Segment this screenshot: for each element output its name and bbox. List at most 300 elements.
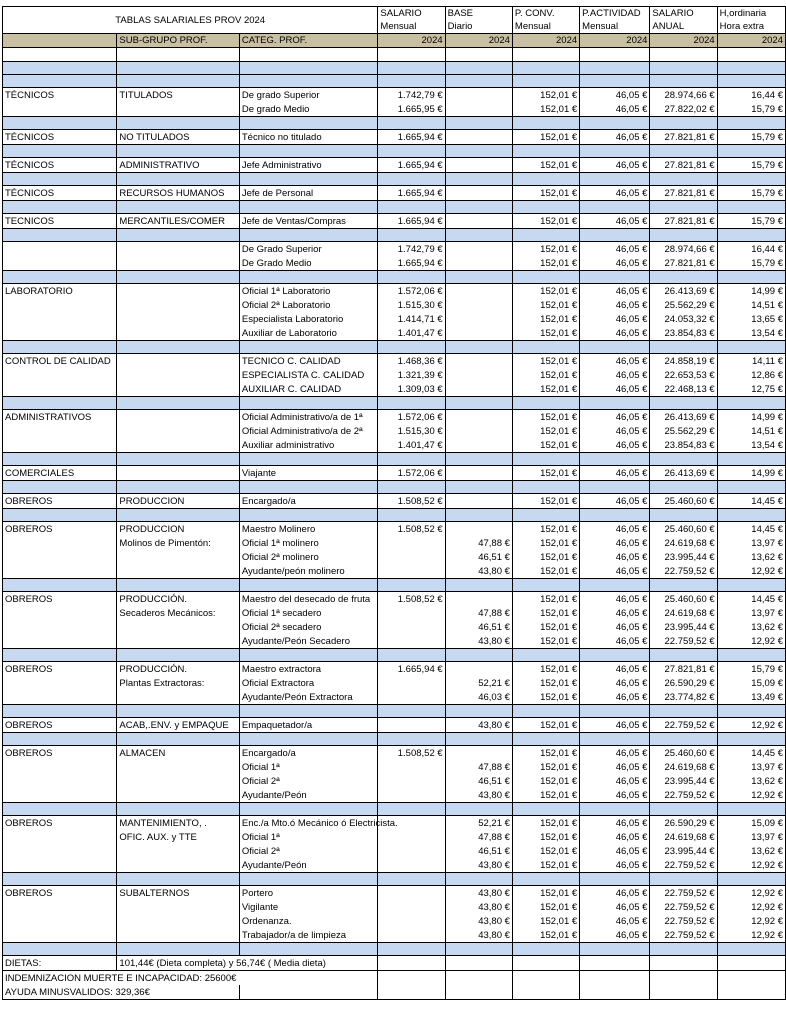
table-row [3, 830, 786, 844]
cell-grupo [3, 928, 117, 943]
table-row [3, 438, 786, 453]
cell-hora: 12,92 € [717, 914, 785, 928]
cell-categoria: TECNICO C. CALIDAD [239, 354, 378, 369]
cell-p-actividad: 46,05 € [580, 256, 650, 271]
cell-p-conv: 152,01 € [512, 564, 579, 579]
cell-base [445, 522, 512, 537]
cell-subgrupo [117, 438, 239, 453]
cell-hora: 13,97 € [717, 606, 785, 620]
cell-hora: 15,79 € [717, 256, 785, 271]
cell-base [445, 158, 512, 173]
cell-hora: 12,92 € [717, 900, 785, 914]
cell-subgrupo [117, 102, 239, 117]
cell-grupo [3, 914, 117, 928]
cell-grupo: LABORATORIO [3, 284, 117, 299]
cell-hora: 12,92 € [717, 858, 785, 873]
cell-salario: 1.508,52 € [378, 592, 445, 607]
cell-base: 43,80 € [445, 928, 512, 943]
cell-grupo [3, 634, 117, 649]
cell-salario-anual: 26.413,69 € [650, 410, 717, 425]
table-row [3, 256, 786, 271]
cell-p-actividad: 46,05 € [580, 606, 650, 620]
cell-subgrupo [117, 620, 239, 634]
cell-p-conv: 152,01 € [512, 354, 579, 369]
cell-p-conv: 152,01 € [512, 158, 579, 173]
cell-salario [378, 620, 445, 634]
cell-p-actividad: 46,05 € [580, 900, 650, 914]
cell-base: 43,80 € [445, 914, 512, 928]
cell-salario: 1.572,06 € [378, 466, 445, 481]
cell-base [445, 494, 512, 509]
cell-p-conv: 152,01 € [512, 410, 579, 425]
cell-subgrupo: Molinos de Pimentón: [117, 536, 239, 550]
cell-salario [378, 536, 445, 550]
cell-grupo: OBREROS [3, 718, 117, 733]
cell-base: 46,51 € [445, 620, 512, 634]
cell-base [445, 746, 512, 761]
cell-base: 43,80 € [445, 886, 512, 901]
cell-p-actividad: 46,05 € [580, 494, 650, 509]
cell-categoria: Auxiliar administrativo [239, 438, 378, 453]
cell-subgrupo [117, 284, 239, 299]
cell-categoria: Maestro extractora [239, 662, 378, 677]
cell-base [445, 242, 512, 257]
table-row [3, 214, 786, 229]
cell-subgrupo: SUBALTERNOS [117, 886, 239, 901]
cell-hora: 14,11 € [717, 354, 785, 369]
cell-categoria: Oficial Extractora [239, 676, 378, 690]
table-row [3, 354, 786, 369]
cell-salario: 1.508,52 € [378, 494, 445, 509]
cell-hora: 12,92 € [717, 718, 785, 733]
cell-categoria: Oficial 2ª secadero [239, 620, 378, 634]
cell-p-conv: 152,01 € [512, 788, 579, 803]
cell-salario: 1.665,94 € [378, 662, 445, 677]
cell-p-actividad: 46,05 € [580, 746, 650, 761]
dietas-label: DIETAS: [3, 956, 117, 971]
cell-base [445, 186, 512, 201]
cell-salario [378, 830, 445, 844]
cell-base: 52,21 € [445, 676, 512, 690]
cell-hora: 16,44 € [717, 88, 785, 103]
cell-subgrupo: ACAB,.ENV. y EMPAQUE [117, 718, 239, 733]
cell-grupo: OBREROS [3, 522, 117, 537]
cell-hora: 15,09 € [717, 676, 785, 690]
cell-categoria: Oficial 1ª molinero [239, 536, 378, 550]
cell-base [445, 662, 512, 677]
cell-grupo: CONTROL DE CALIDAD [3, 354, 117, 369]
table-row [3, 592, 786, 607]
cell-categoria: Ayudante/Peón Secadero [239, 634, 378, 649]
cell-base [445, 410, 512, 425]
cell-base: 46,51 € [445, 550, 512, 564]
cell-salario [378, 718, 445, 733]
cell-p-conv: 152,01 € [512, 298, 579, 312]
table-row [3, 522, 786, 537]
table-row [3, 914, 786, 928]
cell-hora: 12,92 € [717, 634, 785, 649]
cell-categoria: Ayudante/peón molinero [239, 564, 378, 579]
cell-p-conv: 152,01 € [512, 242, 579, 257]
cell-p-conv: 152,01 € [512, 746, 579, 761]
cell-subgrupo [117, 900, 239, 914]
cell-p-actividad: 46,05 € [580, 620, 650, 634]
separator-row [3, 873, 786, 886]
cell-salario: 1.309,03 € [378, 382, 445, 397]
table-row [3, 844, 786, 858]
table-title: TABLAS SALARIALES PROV 2024 [3, 7, 378, 34]
cell-grupo [3, 550, 117, 564]
cell-categoria: Oficial 2ª [239, 844, 378, 858]
separator-row [3, 145, 786, 158]
cell-p-actividad: 46,05 € [580, 102, 650, 117]
table-row [3, 760, 786, 774]
cell-p-actividad: 46,05 € [580, 186, 650, 201]
cell-p-conv: 152,01 € [512, 550, 579, 564]
table-row [3, 536, 786, 550]
cell-p-conv: 152,01 € [512, 914, 579, 928]
cell-salario [378, 914, 445, 928]
cell-salario [378, 886, 445, 901]
cell-p-actividad: 46,05 € [580, 718, 650, 733]
cell-base [445, 326, 512, 341]
table-row [3, 298, 786, 312]
header-categ: CATEG. PROF. [239, 34, 378, 48]
cell-grupo [3, 830, 117, 844]
cell-salario: 1.401,47 € [378, 326, 445, 341]
cell-salario-anual: 27.821,81 € [650, 186, 717, 201]
separator-row [3, 705, 786, 718]
cell-p-actividad: 46,05 € [580, 844, 650, 858]
cell-salario: 1.665,94 € [378, 130, 445, 145]
cell-categoria: Especialista Laboratorio [239, 312, 378, 326]
cell-base [445, 438, 512, 453]
cell-subgrupo [117, 424, 239, 438]
header-pconv-l1: P. CONV. [512, 7, 579, 21]
cell-hora: 13,62 € [717, 774, 785, 788]
cell-p-actividad: 46,05 € [580, 634, 650, 649]
cell-grupo: COMERCIALES [3, 466, 117, 481]
header-grupo [3, 34, 117, 48]
cell-salario-anual: 24.619,68 € [650, 606, 717, 620]
cell-categoria: Jefe Administrativo [239, 158, 378, 173]
header-base-year: 2024 [445, 34, 512, 48]
table-row [3, 466, 786, 481]
cell-categoria: Maestro del desecado de fruta [239, 592, 378, 607]
header-hora-l1: H,ordinaria [717, 7, 785, 21]
table-row [3, 788, 786, 803]
cell-base [445, 298, 512, 312]
cell-p-conv: 152,01 € [512, 130, 579, 145]
cell-grupo [3, 536, 117, 550]
cell-hora: 15,79 € [717, 186, 785, 201]
cell-categoria: Oficial 1ª [239, 760, 378, 774]
cell-p-actividad: 46,05 € [580, 354, 650, 369]
cell-p-conv: 152,01 € [512, 592, 579, 607]
separator-row [3, 201, 786, 214]
cell-hora: 13,97 € [717, 830, 785, 844]
cell-salario: 1.515,30 € [378, 298, 445, 312]
cell-hora: 13,62 € [717, 844, 785, 858]
table-row [3, 312, 786, 326]
header-salario-l1: SALARIO [378, 7, 445, 21]
cell-p-conv: 152,01 € [512, 256, 579, 271]
cell-salario-anual: 23.995,44 € [650, 774, 717, 788]
cell-grupo [3, 858, 117, 873]
table-row [3, 410, 786, 425]
cell-hora: 13,65 € [717, 312, 785, 326]
separator-row [3, 943, 786, 956]
cell-hora: 12,92 € [717, 788, 785, 803]
cell-p-actividad: 46,05 € [580, 382, 650, 397]
cell-salario-anual: 26.413,69 € [650, 466, 717, 481]
cell-grupo [3, 298, 117, 312]
cell-subgrupo: Plantas Extractoras: [117, 676, 239, 690]
cell-salario: 1.665,94 € [378, 158, 445, 173]
dietas-value: 101,44€ (Dieta completa) y 56,74€ ( Media dieta) [117, 956, 378, 971]
cell-salario-anual: 25.460,60 € [650, 494, 717, 509]
cell-base: 46,51 € [445, 844, 512, 858]
cell-p-conv: 152,01 € [512, 214, 579, 229]
cell-p-actividad: 46,05 € [580, 816, 650, 831]
cell-p-conv: 152,01 € [512, 900, 579, 914]
separator-row [3, 397, 786, 410]
cell-categoria: Oficial 2ª Laboratorio [239, 298, 378, 312]
cell-grupo: TÉCNICOS [3, 88, 117, 103]
cell-salario-anual: 25.460,60 € [650, 522, 717, 537]
cell-salario-anual: 27.821,81 € [650, 214, 717, 229]
cell-salario: 1.572,06 € [378, 410, 445, 425]
cell-grupo: OBREROS [3, 886, 117, 901]
cell-hora: 15,79 € [717, 214, 785, 229]
cell-salario [378, 858, 445, 873]
cell-p-actividad: 46,05 € [580, 676, 650, 690]
cell-categoria: Portero [239, 886, 378, 901]
cell-subgrupo [117, 914, 239, 928]
table-row [3, 368, 786, 382]
cell-base [445, 354, 512, 369]
cell-subgrupo [117, 326, 239, 341]
cell-salario-anual: 24.619,68 € [650, 760, 717, 774]
cell-categoria: Empaquetador/a [239, 718, 378, 733]
cell-salario-anual: 23.995,44 € [650, 550, 717, 564]
cell-salario-anual: 26.590,29 € [650, 816, 717, 831]
cell-categoria: Trabajador/a de limpieza [239, 928, 378, 943]
cell-base [445, 88, 512, 103]
cell-grupo: TÉCNICOS [3, 186, 117, 201]
cell-subgrupo: OFIC. AUX. y TTE [117, 830, 239, 844]
cell-salario-anual: 25.460,60 € [650, 746, 717, 761]
cell-p-actividad: 46,05 € [580, 214, 650, 229]
table-row [3, 494, 786, 509]
cell-p-actividad: 46,05 € [580, 760, 650, 774]
cell-base: 43,80 € [445, 564, 512, 579]
cell-hora: 13,49 € [717, 690, 785, 705]
cell-subgrupo: ALMACEN [117, 746, 239, 761]
cell-grupo [3, 774, 117, 788]
cell-grupo [3, 256, 117, 271]
cell-salario: 1.665,94 € [378, 256, 445, 271]
cell-base: 43,80 € [445, 900, 512, 914]
cell-salario-anual: 22.759,52 € [650, 928, 717, 943]
cell-salario-anual: 24.053,32 € [650, 312, 717, 326]
cell-salario-anual: 22.468,13 € [650, 382, 717, 397]
cell-salario-anual: 22.653,53 € [650, 368, 717, 382]
separator-row [3, 62, 786, 75]
table-row [3, 928, 786, 943]
cell-p-actividad: 46,05 € [580, 858, 650, 873]
cell-hora: 16,44 € [717, 242, 785, 257]
cell-subgrupo [117, 242, 239, 257]
cell-grupo [3, 312, 117, 326]
cell-base: 52,21 € [445, 816, 512, 831]
table-row [3, 550, 786, 564]
table-row [3, 564, 786, 579]
cell-salario [378, 550, 445, 564]
cell-salario-anual: 23.854,83 € [650, 438, 717, 453]
separator-row [3, 75, 786, 88]
cell-subgrupo [117, 928, 239, 943]
cell-subgrupo [117, 690, 239, 705]
cell-p-conv: 152,01 € [512, 886, 579, 901]
cell-categoria: Oficial 1ª Laboratorio [239, 284, 378, 299]
cell-categoria: Ayudante/Peón [239, 788, 378, 803]
cell-grupo [3, 326, 117, 341]
cell-p-actividad: 46,05 € [580, 88, 650, 103]
table-row [3, 858, 786, 873]
cell-subgrupo: PRODUCCIÓN. [117, 592, 239, 607]
cell-salario-anual: 24.858,19 € [650, 354, 717, 369]
cell-p-actividad: 46,05 € [580, 690, 650, 705]
table-row [3, 662, 786, 677]
cell-salario-anual: 28.974,66 € [650, 88, 717, 103]
cell-hora: 14,45 € [717, 592, 785, 607]
cell-salario: 1.665,94 € [378, 186, 445, 201]
table-row [3, 424, 786, 438]
cell-categoria: Oficial 1ª secadero [239, 606, 378, 620]
cell-p-actividad: 46,05 € [580, 438, 650, 453]
cell-salario: 1.742,79 € [378, 242, 445, 257]
cell-salario-anual: 27.822,02 € [650, 102, 717, 117]
cell-hora: 13,97 € [717, 760, 785, 774]
table-row [3, 102, 786, 117]
cell-hora: 15,79 € [717, 158, 785, 173]
cell-p-actividad: 46,05 € [580, 284, 650, 299]
separator-row [3, 579, 786, 592]
cell-subgrupo: Secaderos Mecánicos: [117, 606, 239, 620]
cell-p-actividad: 46,05 € [580, 242, 650, 257]
cell-p-conv: 152,01 € [512, 718, 579, 733]
table-row [3, 886, 786, 901]
cell-p-actividad: 46,05 € [580, 830, 650, 844]
cell-p-conv: 152,01 € [512, 844, 579, 858]
cell-categoria: Técnico no titulado [239, 130, 378, 145]
cell-p-conv: 152,01 € [512, 522, 579, 537]
cell-p-conv: 152,01 € [512, 606, 579, 620]
cell-hora: 14,99 € [717, 466, 785, 481]
cell-hora: 12,75 € [717, 382, 785, 397]
cell-salario-anual: 22.759,52 € [650, 886, 717, 901]
cell-categoria: Auxiliar de Laboratorio [239, 326, 378, 341]
cell-categoria: ESPECIALISTA C. CALIDAD [239, 368, 378, 382]
table-row [3, 284, 786, 299]
separator-row [3, 341, 786, 354]
table-row [3, 634, 786, 649]
cell-hora: 13,62 € [717, 550, 785, 564]
cell-subgrupo: RECURSOS HUMANOS [117, 186, 239, 201]
cell-salario-anual: 25.562,29 € [650, 424, 717, 438]
header-subgrupo: SUB-GRUPO PROF. [117, 34, 239, 48]
cell-categoria: Jefe de Ventas/Compras [239, 214, 378, 229]
cell-subgrupo [117, 788, 239, 803]
cell-p-actividad: 46,05 € [580, 788, 650, 803]
cell-p-actividad: 46,05 € [580, 536, 650, 550]
cell-p-actividad: 46,05 € [580, 298, 650, 312]
cell-salario-anual: 22.759,52 € [650, 900, 717, 914]
cell-subgrupo: NO TITULADOS [117, 130, 239, 145]
cell-categoria: Enc./a Mto.ó Mecánico ó Electricista. [239, 816, 378, 831]
cell-categoria: Maestro Molinero [239, 522, 378, 537]
cell-grupo [3, 900, 117, 914]
cell-subgrupo: PRODUCCION [117, 522, 239, 537]
cell-salario-anual: 23.774,82 € [650, 690, 717, 705]
table-row [3, 900, 786, 914]
cell-p-conv: 152,01 € [512, 102, 579, 117]
separator-row [3, 803, 786, 816]
cell-p-conv: 152,01 € [512, 662, 579, 677]
cell-subgrupo [117, 760, 239, 774]
cell-categoria: Vigilante [239, 900, 378, 914]
table-row [3, 774, 786, 788]
cell-salario [378, 774, 445, 788]
cell-salario: 1.414,71 € [378, 312, 445, 326]
header-hora-year: 2024 [717, 34, 785, 48]
cell-p-conv: 152,01 € [512, 536, 579, 550]
cell-subgrupo: PRODUCCION [117, 494, 239, 509]
header-pconv-l2: Mensual [512, 20, 579, 34]
cell-salario-anual: 26.590,29 € [650, 676, 717, 690]
cell-salario [378, 788, 445, 803]
cell-p-actividad: 46,05 € [580, 928, 650, 943]
cell-grupo [3, 438, 117, 453]
cell-grupo [3, 242, 117, 257]
cell-p-actividad: 46,05 € [580, 424, 650, 438]
cell-salario-anual: 27.821,81 € [650, 158, 717, 173]
cell-grupo: OBREROS [3, 662, 117, 677]
cell-salario: 1.742,79 € [378, 88, 445, 103]
cell-p-actividad: 46,05 € [580, 774, 650, 788]
cell-salario-anual: 23.995,44 € [650, 844, 717, 858]
cell-subgrupo: MANTENIMIENTO, . [117, 816, 239, 831]
cell-p-conv: 152,01 € [512, 88, 579, 103]
cell-grupo [3, 690, 117, 705]
cell-p-conv: 152,01 € [512, 690, 579, 705]
cell-hora: 13,62 € [717, 620, 785, 634]
separator-row [3, 509, 786, 522]
cell-subgrupo: ADMINISTRATIVO [117, 158, 239, 173]
cell-p-conv: 152,01 € [512, 928, 579, 943]
cell-base [445, 424, 512, 438]
cell-salario-anual: 28.974,66 € [650, 242, 717, 257]
cell-grupo: TECNICOS [3, 214, 117, 229]
cell-grupo [3, 382, 117, 397]
cell-base: 43,80 € [445, 788, 512, 803]
cell-hora: 14,51 € [717, 298, 785, 312]
cell-salario-anual: 25.460,60 € [650, 592, 717, 607]
separator-row [3, 117, 786, 130]
cell-hora: 13,54 € [717, 326, 785, 341]
cell-base [445, 382, 512, 397]
